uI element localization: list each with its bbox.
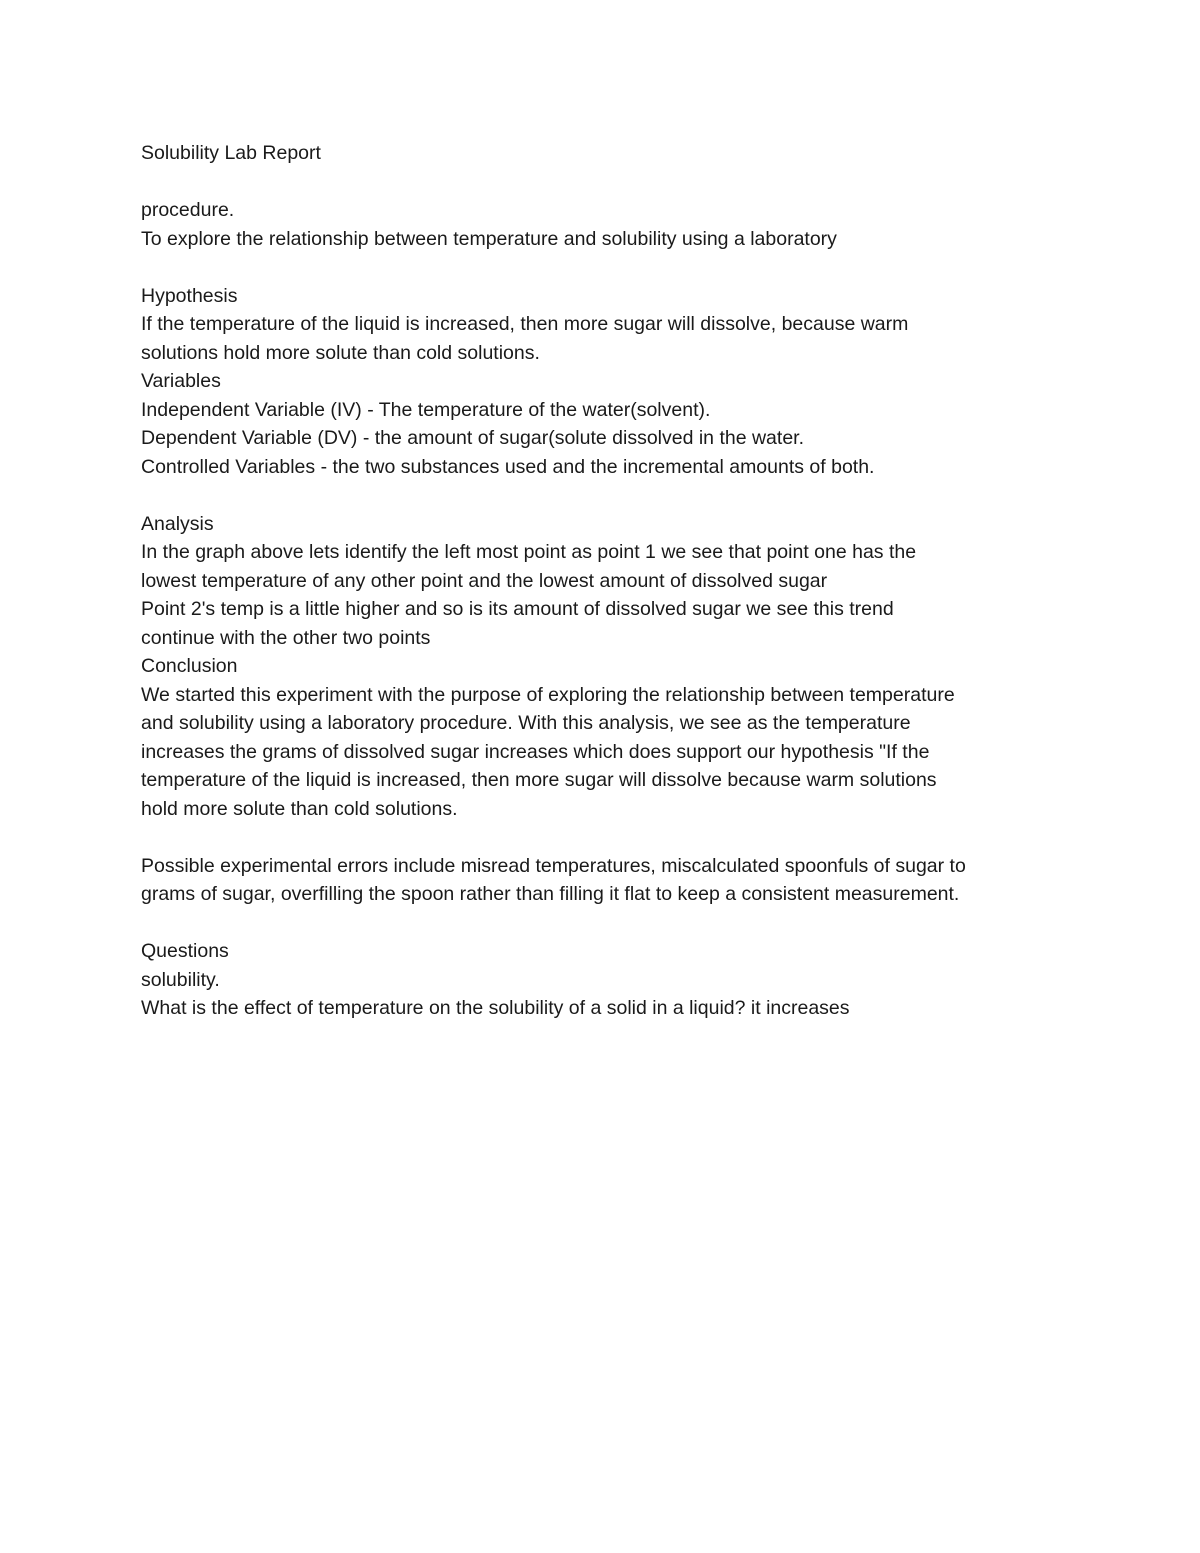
spacer bbox=[141, 253, 1071, 282]
hypothesis-heading: Hypothesis bbox=[141, 284, 238, 307]
document-title: Solubility Lab Report bbox=[141, 142, 321, 164]
hypothesis-line: solutions hold more solute than cold solutions. bbox=[141, 341, 540, 364]
spacer bbox=[141, 823, 1071, 852]
procedure-text: To explore the relationship between temperature and solubility using a laboratory bbox=[141, 227, 837, 250]
procedure-heading: procedure. bbox=[141, 199, 235, 221]
errors-line: grams of sugar, overfilling the spoon rather than filling it flat to keep a consistent measurement. bbox=[141, 883, 960, 905]
spacer bbox=[141, 909, 1071, 938]
dependent-variable-line: Dependent Variable (DV) - the amount of sugar(solute dissolved in the water. bbox=[141, 427, 804, 449]
conclusion-line: We started this experiment with the purpose of exploring the relationship between temperature bbox=[141, 683, 955, 706]
analysis-line: continue with the other two points bbox=[141, 626, 431, 649]
analysis-line: lowest temperature of any other point and the lowest amount of dissolved sugar bbox=[141, 569, 828, 592]
conclusion-line: and solubility using a laboratory procedure. With this analysis, we see as the temperature bbox=[141, 712, 911, 734]
analysis-heading: Analysis bbox=[141, 512, 214, 535]
spacer bbox=[141, 168, 1071, 197]
spacer bbox=[141, 481, 1071, 510]
independent-variable-line: Independent Variable (IV) - The temperature of the water(solvent). bbox=[141, 398, 711, 421]
variables-heading: Variables bbox=[141, 370, 221, 392]
hypothesis-line: If the temperature of the liquid is increased, then more sugar will dissolve, because warm bbox=[141, 313, 909, 335]
conclusion-line: increases the grams of dissolved sugar increases which does support our hypothesis "If the bbox=[141, 740, 930, 763]
document-page bbox=[141, 139, 1071, 1023]
errors-line: Possible experimental errors include misread temperatures, miscalculated spoonfuls of sugar to bbox=[141, 854, 966, 877]
questions-line: solubility. bbox=[141, 968, 220, 991]
questions-line: What is the effect of temperature on the solubility of a solid in a liquid? it increases bbox=[141, 997, 850, 1019]
controlled-variables-line: Controlled Variables - the two substances used and the incremental amounts of both. bbox=[141, 455, 875, 478]
conclusion-line: hold more solute than cold solutions. bbox=[141, 797, 458, 820]
analysis-line: Point 2's temp is a little higher and so is its amount of dissolved sugar we see this trend bbox=[141, 598, 894, 620]
analysis-line: In the graph above lets identify the left most point as point 1 we see that point one has the bbox=[141, 541, 917, 563]
conclusion-line: temperature of the liquid is increased, then more sugar will dissolve because warm solutions bbox=[141, 769, 937, 791]
conclusion-heading: Conclusion bbox=[141, 655, 238, 677]
questions-heading: Questions bbox=[141, 940, 229, 962]
